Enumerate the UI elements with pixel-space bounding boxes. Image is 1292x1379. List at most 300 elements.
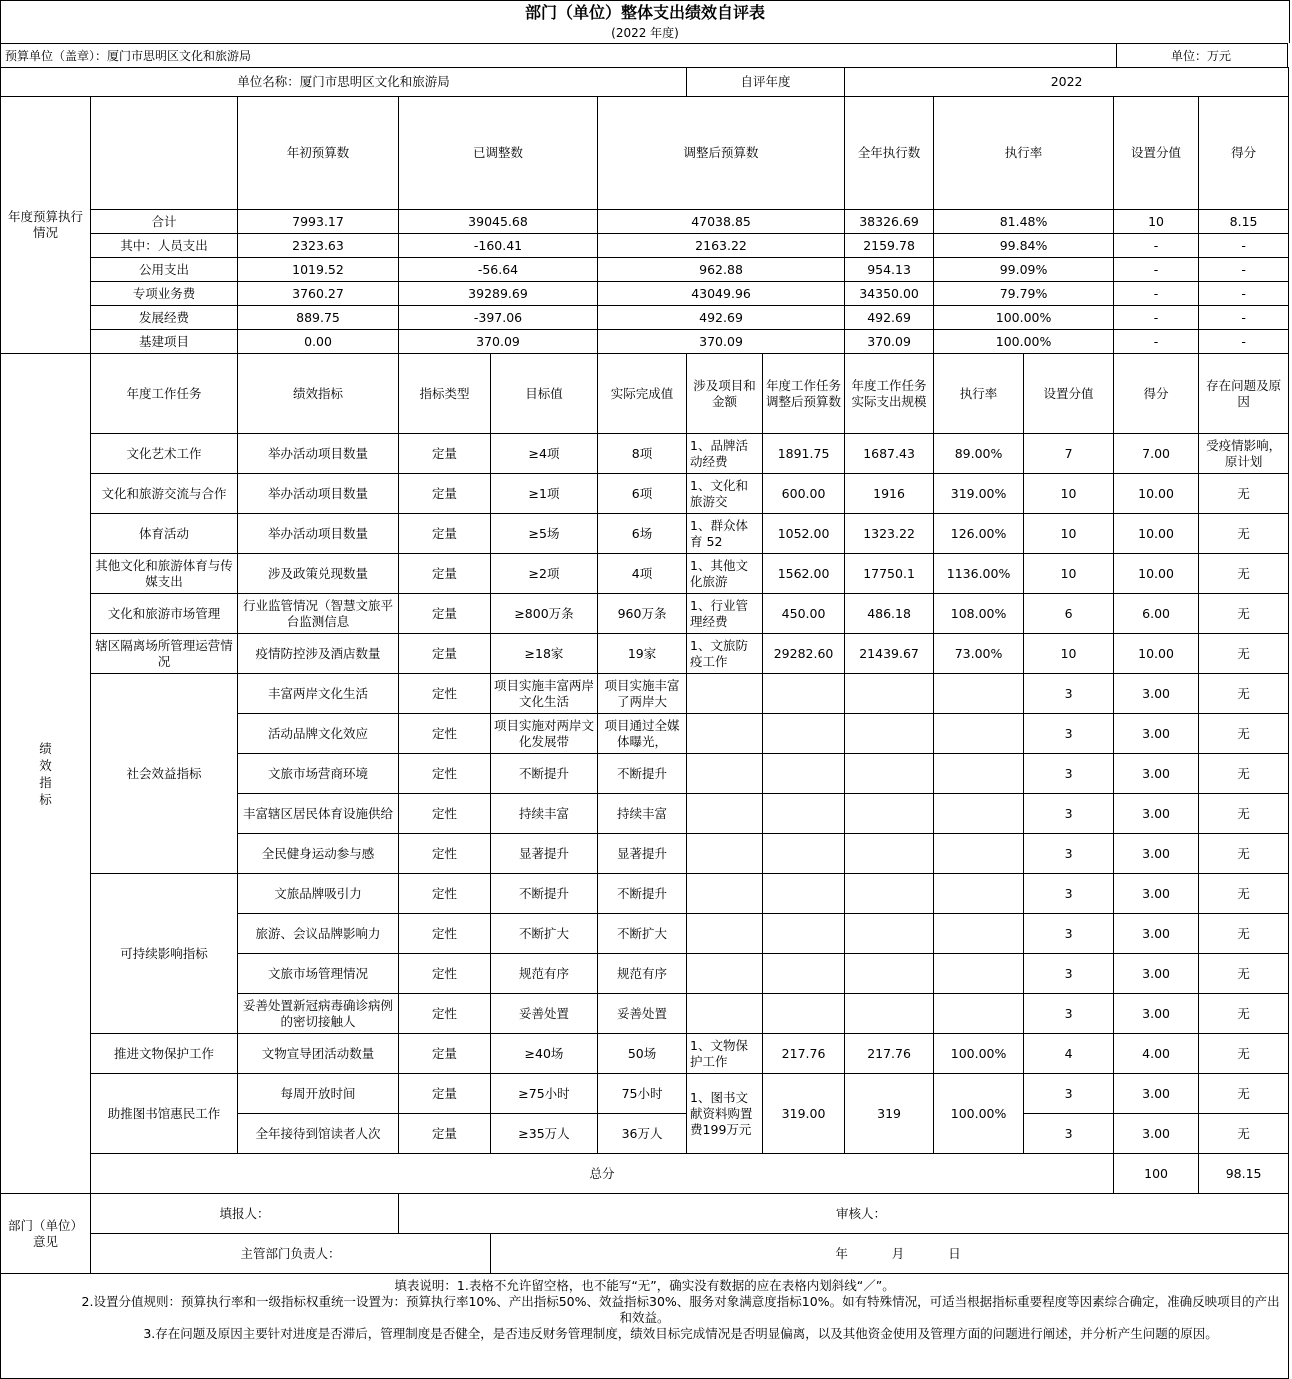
type-cell: 定性 <box>399 914 491 954</box>
perf-header-row <box>1 354 1289 434</box>
cell: 10.00 <box>1114 554 1199 594</box>
budget-header: 已调整数 <box>399 97 598 210</box>
total-got: 98.15 <box>1199 1154 1289 1194</box>
cell: 370.09 <box>845 330 934 354</box>
type-cell: 定性 <box>399 714 491 754</box>
empty-cell <box>845 914 934 954</box>
cell: 1891.75 <box>763 434 845 474</box>
task-cell: 辖区隔离场所管理运营情况 <box>91 634 238 674</box>
table-row <box>1 258 1289 282</box>
perf-header: 目标值 <box>491 354 598 434</box>
issue-cell: 无 <box>1199 1074 1289 1114</box>
perf-header: 存在问题及原因 <box>1199 354 1289 434</box>
empty-cell <box>763 834 845 874</box>
issue-cell: 无 <box>1199 874 1289 914</box>
project-cell: 1、其他文化旅游 <box>687 554 763 594</box>
cell: 319 <box>845 1074 934 1154</box>
target-cell: ≥2项 <box>491 554 598 594</box>
type-cell: 定性 <box>399 954 491 994</box>
cell: 450.00 <box>763 594 845 634</box>
table-row <box>1 1034 1289 1074</box>
cell: 217.76 <box>763 1034 845 1074</box>
cell: 2163.22 <box>598 234 845 258</box>
project-cell: 1、行业管理经费 <box>687 594 763 634</box>
cell: 3.00 <box>1114 794 1199 834</box>
unit-separator <box>1116 44 1117 68</box>
year-value: 2022 <box>845 68 1289 97</box>
task-cell: 助推图书馆惠民工作 <box>91 1074 238 1154</box>
indicator-cell: 疫情防控涉及酒店数量 <box>238 634 399 674</box>
cell: - <box>1199 282 1289 306</box>
cell: 1052.00 <box>763 514 845 554</box>
actual-cell: 50场 <box>598 1034 687 1074</box>
cell: 1687.43 <box>845 434 934 474</box>
empty-cell <box>687 674 763 714</box>
cell: 3 <box>1024 794 1114 834</box>
project-cell: 1、群众体育 52 <box>687 514 763 554</box>
actual-cell: 项目实施丰富了两岸大 <box>598 674 687 714</box>
perf-header: 年度工作任务实际支出规模 <box>845 354 934 434</box>
actual-cell: 19家 <box>598 634 687 674</box>
project-cell: 1、图书文献资料购置费199万元 <box>687 1074 763 1154</box>
task-cell: 推进文物保护工作 <box>91 1034 238 1074</box>
month-field: 月 <box>891 1245 905 1261</box>
empty-cell <box>934 834 1024 874</box>
indicator-cell: 举办活动项目数量 <box>238 434 399 474</box>
cell: 1562.00 <box>763 554 845 594</box>
type-cell: 定性 <box>399 834 491 874</box>
cell: 492.69 <box>598 306 845 330</box>
cell: 73.00% <box>934 634 1024 674</box>
empty-cell <box>845 954 934 994</box>
indicator-cell: 旅游、会议品牌影响力 <box>238 914 399 954</box>
perf-header: 涉及项目和金额 <box>687 354 763 434</box>
target-cell: 不断提升 <box>491 754 598 794</box>
table-row <box>1 234 1289 258</box>
cell: 3760.27 <box>238 282 399 306</box>
day-field: 日 <box>948 1245 961 1261</box>
task-cell: 文化艺术工作 <box>91 434 238 474</box>
table-row <box>1 674 1289 714</box>
table-row <box>1 434 1289 474</box>
cell: -56.64 <box>399 258 598 282</box>
indicator-cell: 丰富辖区居民体育设施供给 <box>238 794 399 834</box>
cell: 3.00 <box>1114 914 1199 954</box>
cell: 8.15 <box>1199 210 1289 234</box>
leader-label: 主管部门负责人： <box>91 1234 491 1274</box>
cell: - <box>1114 258 1199 282</box>
actual-cell: 36万人 <box>598 1114 687 1154</box>
cell: 81.48% <box>934 210 1114 234</box>
cell: 100.00% <box>934 330 1114 354</box>
cell: 3 <box>1024 994 1114 1034</box>
cell: 3 <box>1024 1074 1114 1114</box>
date-fields <box>491 1234 1289 1274</box>
empty-cell <box>845 714 934 754</box>
indicator-cell: 举办活动项目数量 <box>238 474 399 514</box>
target-cell: ≥18家 <box>491 634 598 674</box>
task-cell: 可持续影响指标 <box>91 874 238 1034</box>
cell: - <box>1114 282 1199 306</box>
empty-cell <box>845 834 934 874</box>
cell: - <box>1114 330 1199 354</box>
empty-cell <box>763 994 845 1034</box>
task-cell: 文化和旅游市场管理 <box>91 594 238 634</box>
cell: 962.88 <box>598 258 845 282</box>
cell: 3.00 <box>1114 674 1199 714</box>
actual-cell: 4项 <box>598 554 687 594</box>
filler-label: 填报人： <box>91 1194 399 1234</box>
empty-cell <box>687 994 763 1034</box>
type-cell: 定性 <box>399 754 491 794</box>
cell: 3 <box>1024 834 1114 874</box>
budget-header-blank <box>91 97 238 210</box>
empty-cell <box>763 794 845 834</box>
empty-cell <box>687 834 763 874</box>
empty-cell <box>763 954 845 994</box>
issue-cell: 无 <box>1199 914 1289 954</box>
actual-cell: 不断提升 <box>598 874 687 914</box>
empty-cell <box>687 754 763 794</box>
cell: 10.00 <box>1114 634 1199 674</box>
issue-cell: 无 <box>1199 554 1289 594</box>
cell: 21439.67 <box>845 634 934 674</box>
fill-notes <box>1 1274 1289 1379</box>
empty-cell <box>845 874 934 914</box>
issue-cell: 无 <box>1199 674 1289 714</box>
actual-cell: 8项 <box>598 434 687 474</box>
cell: - <box>1199 306 1289 330</box>
actual-cell: 6场 <box>598 514 687 554</box>
note-1: 填表说明：1.表格不允许留空格，也不能写“无”，确实没有数据的应在表格内划斜线“／”。 <box>394 1278 895 1293</box>
empty-cell <box>934 914 1024 954</box>
issue-cell: 无 <box>1199 834 1289 874</box>
issue-cell: 无 <box>1199 1114 1289 1154</box>
empty-cell <box>934 714 1024 754</box>
cell: 3.00 <box>1114 1074 1199 1114</box>
budget-section-label: 年度预算执行情况 <box>1 97 91 354</box>
task-cell: 文化和旅游交流与合作 <box>91 474 238 514</box>
issue-cell: 无 <box>1199 594 1289 634</box>
cell: 2159.78 <box>845 234 934 258</box>
type-cell: 定性 <box>399 994 491 1034</box>
cell: 10.00 <box>1114 514 1199 554</box>
target-cell: ≥800万条 <box>491 594 598 634</box>
cell: 99.84% <box>934 234 1114 258</box>
cell: - <box>1199 258 1289 282</box>
empty-cell <box>763 914 845 954</box>
indicator-cell: 行业监管情况（智慧文旅平台监测信息 <box>238 594 399 634</box>
issue-cell: 无 <box>1199 994 1289 1034</box>
perf-header: 指标类型 <box>399 354 491 434</box>
type-cell: 定量 <box>399 434 491 474</box>
cell: 3 <box>1024 674 1114 714</box>
table-row <box>1 210 1289 234</box>
indicator-cell: 文旅市场管理情况 <box>238 954 399 994</box>
budget-header: 调整后预算数 <box>598 97 845 210</box>
actual-cell: 妥善处置 <box>598 994 687 1034</box>
cell: 3.00 <box>1114 714 1199 754</box>
task-cell: 体育活动 <box>91 514 238 554</box>
cell: 29282.60 <box>763 634 845 674</box>
reviewer-label: 审核人： <box>399 1194 1289 1234</box>
cell: 100.00% <box>934 1074 1024 1154</box>
target-cell: 持续丰富 <box>491 794 598 834</box>
empty-cell <box>687 714 763 754</box>
target-cell: ≥40场 <box>491 1034 598 1074</box>
cell: 319.00 <box>763 1074 845 1154</box>
cell: 6.00 <box>1114 594 1199 634</box>
cell: 3.00 <box>1114 754 1199 794</box>
indicator-cell: 涉及政策兑现数量 <box>238 554 399 594</box>
cell: 47038.85 <box>598 210 845 234</box>
cell: - <box>1114 234 1199 258</box>
perf-header: 年度工作任务调整后预算数 <box>763 354 845 434</box>
project-cell: 1、文化和旅游交 <box>687 474 763 514</box>
budget-header: 得分 <box>1199 97 1289 210</box>
cell: -160.41 <box>399 234 598 258</box>
issue-cell: 无 <box>1199 474 1289 514</box>
empty-cell <box>934 874 1024 914</box>
budget-header: 设置分值 <box>1114 97 1199 210</box>
type-cell: 定性 <box>399 874 491 914</box>
indicator-cell: 文物宣导团活动数量 <box>238 1034 399 1074</box>
cell: 7 <box>1024 434 1114 474</box>
cell: 889.75 <box>238 306 399 330</box>
cell: 10 <box>1024 514 1114 554</box>
issue-cell: 无 <box>1199 634 1289 674</box>
empty-cell <box>763 874 845 914</box>
task-cell: 其他文化和旅游体育与传媒支出 <box>91 554 238 594</box>
cell: 3.00 <box>1114 834 1199 874</box>
actual-cell: 显著提升 <box>598 834 687 874</box>
issue-cell: 无 <box>1199 1034 1289 1074</box>
indicator-cell: 全年接待到馆读者人次 <box>238 1114 399 1154</box>
perf-header: 执行率 <box>934 354 1024 434</box>
type-cell: 定量 <box>399 1034 491 1074</box>
table-row <box>1 306 1289 330</box>
page-title: 部门（单位）整体支出绩效自评表 <box>0 0 1290 25</box>
total-row <box>1 1154 1289 1194</box>
cell: 10 <box>1024 554 1114 594</box>
cell: 100.00% <box>934 1034 1024 1074</box>
target-cell: 项目实施对两岸文化发展带 <box>491 714 598 754</box>
empty-cell <box>687 954 763 994</box>
empty-cell <box>763 754 845 794</box>
perf-section-label: 绩效指标 <box>1 354 91 1194</box>
cell: 39045.68 <box>399 210 598 234</box>
cell: 10 <box>1024 634 1114 674</box>
type-cell: 定性 <box>399 794 491 834</box>
cell: 43049.96 <box>598 282 845 306</box>
cell: 3.00 <box>1114 1114 1199 1154</box>
row-name: 专项业务费 <box>91 282 238 306</box>
cell: 2323.63 <box>238 234 399 258</box>
budget-header-row <box>1 97 1289 210</box>
info-row <box>1 68 1289 97</box>
note-3: 3.存在问题及原因主要针对进度是否滞后，管理制度是否健全，是否违反财务管理制度，绩效目标完成情况是否明显偏离，以及其他资金使用及管理方面的问题进行阐述，并分析产生问题的原因。 <box>143 1326 1218 1341</box>
table-row <box>1 554 1289 594</box>
target-cell: 不断提升 <box>491 874 598 914</box>
cell: - <box>1199 330 1289 354</box>
indicator-cell: 举办活动项目数量 <box>238 514 399 554</box>
cell: 39289.69 <box>399 282 598 306</box>
actual-cell: 项目通过全媒体曝光， <box>598 714 687 754</box>
evaluation-table <box>0 67 1289 1379</box>
row-name: 基建项目 <box>91 330 238 354</box>
empty-cell <box>934 794 1024 834</box>
empty-cell <box>934 994 1024 1034</box>
actual-cell: 不断提升 <box>598 754 687 794</box>
cell: 108.00% <box>934 594 1024 634</box>
total-score: 100 <box>1114 1154 1199 1194</box>
cell: 10.00 <box>1114 474 1199 514</box>
cell: 34350.00 <box>845 282 934 306</box>
cell: 38326.69 <box>845 210 934 234</box>
type-cell: 定量 <box>399 1114 491 1154</box>
cell: 10 <box>1024 474 1114 514</box>
unit-name: 单位名称：厦门市思明区文化和旅游局 <box>1 68 687 97</box>
cell: 10 <box>1114 210 1199 234</box>
notes-row <box>1 1274 1289 1379</box>
cell: 600.00 <box>763 474 845 514</box>
task-cell: 社会效益指标 <box>91 674 238 874</box>
row-name: 发展经费 <box>91 306 238 330</box>
year-label: 自评年度 <box>687 68 845 97</box>
cell: 3 <box>1024 754 1114 794</box>
cell: 7.00 <box>1114 434 1199 474</box>
budget-unit-label: 预算单位（盖章）：厦门市思明区文化和旅游局 <box>5 49 252 63</box>
target-cell: 规范有序 <box>491 954 598 994</box>
budget-header: 执行率 <box>934 97 1114 210</box>
actual-cell: 不断扩大 <box>598 914 687 954</box>
empty-cell <box>934 754 1024 794</box>
type-cell: 定量 <box>399 514 491 554</box>
indicator-cell: 文旅品牌吸引力 <box>238 874 399 914</box>
cell: 3 <box>1024 1114 1114 1154</box>
empty-cell <box>687 794 763 834</box>
empty-cell <box>934 954 1024 994</box>
cell: 6 <box>1024 594 1114 634</box>
empty-cell <box>845 994 934 1034</box>
table-row <box>1 594 1289 634</box>
cell: 0.00 <box>238 330 399 354</box>
empty-cell <box>687 874 763 914</box>
table-row <box>1 1074 1289 1114</box>
actual-cell: 规范有序 <box>598 954 687 994</box>
cell: 79.79% <box>934 282 1114 306</box>
type-cell: 定量 <box>399 554 491 594</box>
year-field: 年 <box>835 1245 848 1261</box>
cell: 4.00 <box>1114 1034 1199 1074</box>
type-cell: 定量 <box>399 474 491 514</box>
target-cell: ≥75小时 <box>491 1074 598 1114</box>
cell: 17750.1 <box>845 554 934 594</box>
budget-unit-row <box>0 43 1288 67</box>
cell: 3 <box>1024 714 1114 754</box>
target-cell: 显著提升 <box>491 834 598 874</box>
cell: 1916 <box>845 474 934 514</box>
actual-cell: 75小时 <box>598 1074 687 1114</box>
cell: -397.06 <box>399 306 598 330</box>
table-row <box>1 474 1289 514</box>
table-row <box>1 514 1289 554</box>
issue-cell: 无 <box>1199 794 1289 834</box>
target-cell: 不断扩大 <box>491 914 598 954</box>
issue-cell: 无 <box>1199 514 1289 554</box>
empty-cell <box>763 674 845 714</box>
cell: 3 <box>1024 954 1114 994</box>
cell: 492.69 <box>845 306 934 330</box>
issue-cell: 无 <box>1199 954 1289 994</box>
cell: 89.00% <box>934 434 1024 474</box>
cell: - <box>1199 234 1289 258</box>
cell: 1323.22 <box>845 514 934 554</box>
cell: 370.09 <box>598 330 845 354</box>
indicator-cell: 活动品牌文化效应 <box>238 714 399 754</box>
table-row <box>1 330 1289 354</box>
issue-cell: 无 <box>1199 754 1289 794</box>
empty-cell <box>845 794 934 834</box>
cell: 954.13 <box>845 258 934 282</box>
issue-cell: 无 <box>1199 714 1289 754</box>
indicator-cell: 妥善处置新冠病毒确诊病例的密切接触人 <box>238 994 399 1034</box>
total-label: 总分 <box>91 1154 1114 1194</box>
cell: 3.00 <box>1114 994 1199 1034</box>
project-cell: 1、文旅防疫工作 <box>687 634 763 674</box>
empty-cell <box>687 914 763 954</box>
opinion-row <box>1 1194 1289 1234</box>
cell: 7993.17 <box>238 210 399 234</box>
issue-cell: 受疫情影响，原计划 <box>1199 434 1289 474</box>
type-cell: 定量 <box>399 1074 491 1114</box>
indicator-cell: 全民健身运动参与感 <box>238 834 399 874</box>
cell: 370.09 <box>399 330 598 354</box>
cell: 1136.00% <box>934 554 1024 594</box>
actual-cell: 持续丰富 <box>598 794 687 834</box>
cell: 4 <box>1024 1034 1114 1074</box>
indicator-cell: 每周开放时间 <box>238 1074 399 1114</box>
page-subtitle: (2022 年度) <box>0 24 1290 43</box>
opinion-label: 部门（单位）意见 <box>1 1194 91 1274</box>
perf-header: 年度工作任务 <box>91 354 238 434</box>
table-row <box>1 874 1289 914</box>
empty-cell <box>934 674 1024 714</box>
actual-cell: 6项 <box>598 474 687 514</box>
indicator-cell: 文旅市场营商环境 <box>238 754 399 794</box>
actual-cell: 960万条 <box>598 594 687 634</box>
project-cell: 1、文物保护工作 <box>687 1034 763 1074</box>
target-cell: ≥35万人 <box>491 1114 598 1154</box>
budget-header: 全年执行数 <box>845 97 934 210</box>
cell: 99.09% <box>934 258 1114 282</box>
type-cell: 定性 <box>399 674 491 714</box>
type-cell: 定量 <box>399 594 491 634</box>
target-cell: ≥5场 <box>491 514 598 554</box>
empty-cell <box>845 754 934 794</box>
cell: - <box>1114 306 1199 330</box>
note-2: 2.设置分值规则：预算执行率和一级指标权重统一设置为：预算执行率10%、产出指标50%、效益指标30%、服务对象满意度指标10%。如有特殊情况，可适当根据指标重要程度等因素综合确定，准确反映项目的产出和效益。 <box>81 1294 1280 1325</box>
indicator-cell: 丰富两岸文化生活 <box>238 674 399 714</box>
cell: 3.00 <box>1114 954 1199 994</box>
perf-header: 实际完成值 <box>598 354 687 434</box>
empty-cell <box>845 674 934 714</box>
perf-header: 设置分值 <box>1024 354 1114 434</box>
target-cell: 妥善处置 <box>491 994 598 1034</box>
target-cell: 项目实施丰富两岸文化生活 <box>491 674 598 714</box>
row-name: 合计 <box>91 210 238 234</box>
budget-header: 年初预算数 <box>238 97 399 210</box>
